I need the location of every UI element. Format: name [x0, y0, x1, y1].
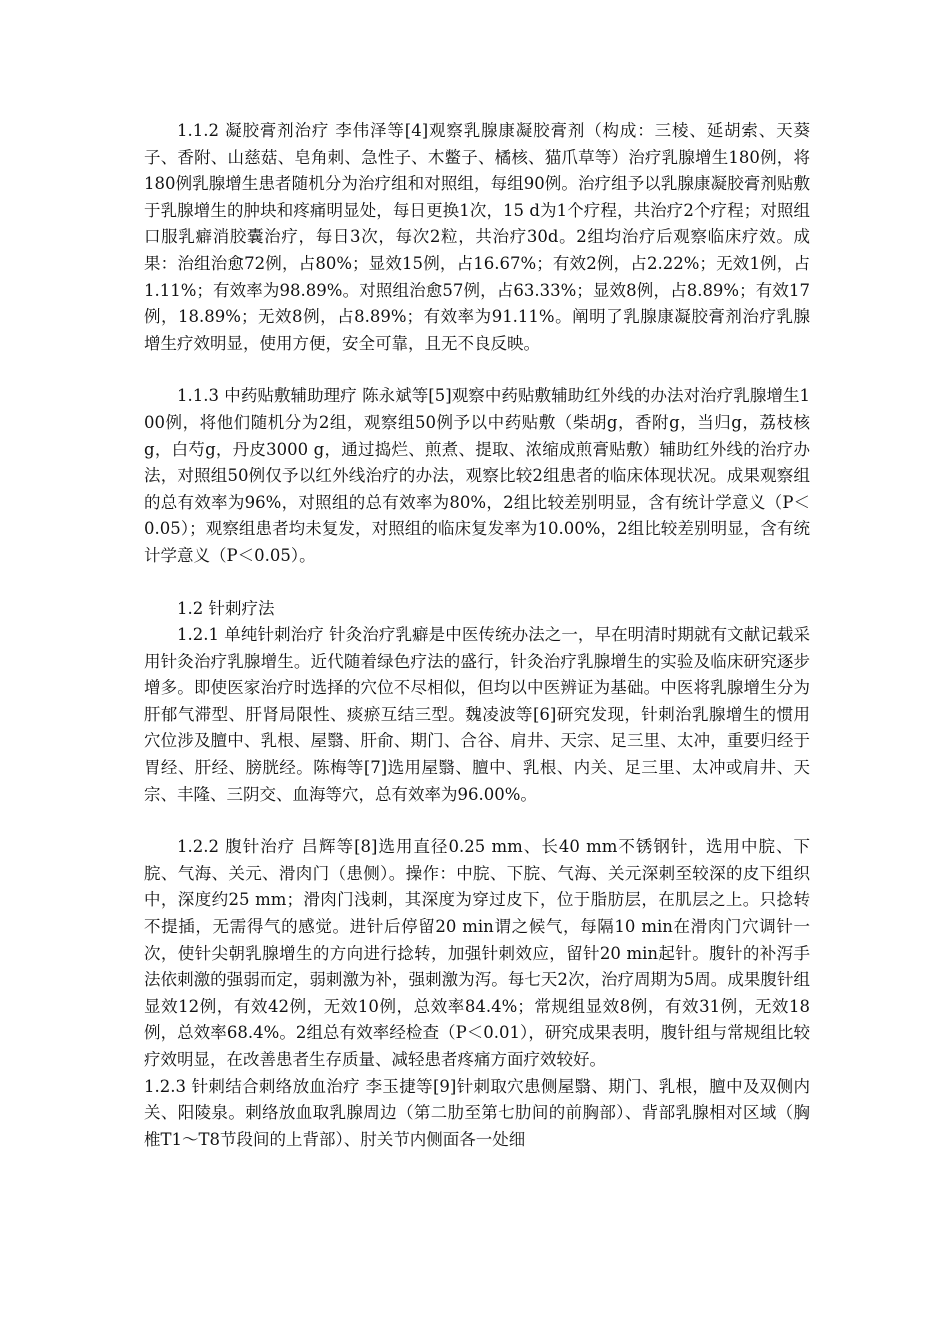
paragraph-acupuncture-bloodletting: 1.2.3 针刺结合刺络放血治疗 李玉捷等[9]针刺取穴患侧屋翳、期门、乳根，膻中及双侧内关、阳陵泉。刺络放血取乳腺周边（第二肋至第七肋间的前胸部）、背部乳腺相对区域（胸椎T1～T8节段间的上背部）、肘关节内侧面各一处细	[144, 1076, 810, 1149]
document-page	[144, 118, 810, 1153]
section-heading-acupuncture: 1.2 针刺疗法	[177, 598, 275, 618]
paragraph-abdominal-acupuncture: 1.2.2 腹针治疗 吕辉等[8]选用直径0.25 mm、长40 mm不锈钢针，选用中脘、下脘、气海、关元、滑肉门（患侧）。操作：中脘、下脘、气海、关元深刺至较深的皮下组织中，深度约25 mm；滑肉门浅刺，其深度为穿过皮下，位于脂肪层，在肌层之上。只捻转不提插，无需得气的感觉。进针后停留20 min谓之候气，每隔10 min在滑肉门穴调针一次，使针尖朝乳腺增生的方向进行捻转，加强针刺效应，留针20 min起针。腹针的补泻手法依刺激的强弱而定，弱刺激为补，强刺激为泻。每七天2次，治疗周期为5周。成果腹针组显效12例，有效42例，无效10例，总效率84.4%；常规组显效8例，有效31例，无效18例，总效率68.4%。2组总有效率经检查（P＜0.01），研究成果表明，腹针组与常规组比较疗效明显，在改善患者生存质量、减轻患者疼痛方面疗效较好。	[144, 837, 810, 1069]
paragraph-gel-plaster-therapy: 1.1.2 凝胶膏剂治疗 李伟泽等[4]观察乳腺康凝胶膏剂（构成：三棱、延胡索、天葵子、香附、山慈菇、皂角刺、急性子、木鳖子、橘核、猫爪草等）治疗乳腺增生180例，将180例乳腺增生患者随机分为治疗组和对照组，每组90例。治疗组予以乳腺康凝胶膏剂贴敷于乳腺增生的肿块和疼痛明显处，每日更换1次，15 d为1个疗程，共治疗2个疗程；对照组口服乳癖消胶囊治疗，每日3次，每次2粒，共治疗30d。2组均治疗后观察临床疗效。成果：治组治愈72例，占80%；显效15例，占16.67%；有效2例，占2.22%；无效1例，占1.11%；有效率为98.89%。对照组治愈57例，占63.33%；显效8例，占8.89%；有效17例，18.89%；无效8例，占8.89%；有效率为91.11%。阐明了乳腺康凝胶膏剂治疗乳腺增生疗效明显，使用方便，安全可靠，且无不良反映。	[144, 121, 810, 353]
paragraph-simple-acupuncture: 1.2.1 单纯针刺治疗 针灸治疗乳癖是中医传统办法之一，早在明清时期就有文献记载采用针灸治疗乳腺增生。近代随着绿色疗法的盛行，针灸治疗乳腺增生的实验及临床研究逐步增多。即使医家治疗时选择的穴位不尽相似，但均以中医辨证为基础。中医将乳腺增生分为肝郁气滞型、肝肾局限性、痰瘀互结三型。魏凌波等[6]研究发现，针刺治乳腺增生的惯用穴位涉及膻中、乳根、屋翳、肝俞、期门、合谷、肩井、天宗、足三里、太冲，重要归经于胃经、肝经、膀胱经。陈梅等[7]选用屋翳、膻中、乳根、内关、足三里、太冲或肩井、天宗、丰隆、三阴交、血海等穴，总有效率为96.00%。	[144, 625, 810, 804]
paragraph-herbal-application-therapy: 1.1.3 中药贴敷辅助理疗 陈永斌等[5]观察中药贴敷辅助红外线的办法对治疗乳腺增生100例，将他们随机分为2组，观察组50例予以中药贴敷（柴胡g，香附g，当归g，荔枝核g，白芍g，丹皮3000 g，通过捣烂、煎煮、提取、浓缩成煎膏贴敷）辅助红外线的治疗办法，对照组50例仅予以红外线治疗的办法，观察比较2组患者的临床体现状况。成果观察组的总有效率为96%，对照组的总有效率为80%，2组比较差别明显，含有统计学意义（P＜0.05）；观察组患者均未复发，对照组的临床复发率为10.00%，2组比较差别明显，含有统计学意义（P＜0.05）。	[144, 386, 810, 565]
